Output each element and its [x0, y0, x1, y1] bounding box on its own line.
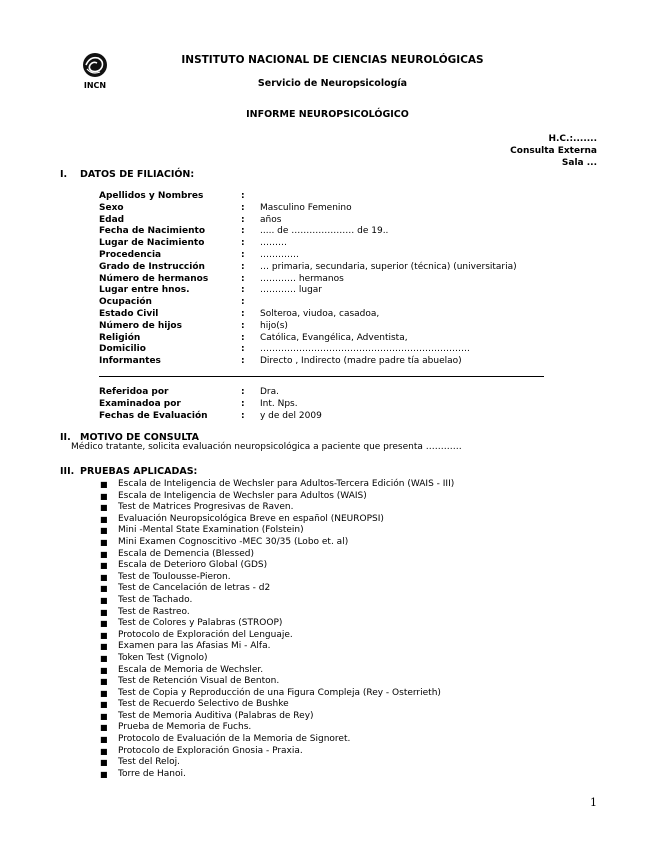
field-row: Grado de Instrucción : … primaria, secundaria, superior (técnica) (universitaria) — [99, 261, 517, 272]
test-list-item — [100, 479, 454, 491]
test-name: Examen para las Afasias Mi - Alfa. — [118, 641, 271, 652]
field-value: Solteroa, viudoa, casadoa, — [260, 308, 380, 319]
bullet-icon: ■ — [100, 619, 108, 629]
field-row: Lugar de Nacimiento : ……… — [99, 238, 287, 249]
field-value: años — [260, 214, 282, 225]
field-value: Masculino Femenino — [260, 202, 352, 213]
field-label: Fecha de Nacimiento — [99, 226, 206, 237]
bullet-icon: ■ — [100, 514, 108, 524]
bullet-icon: ■ — [100, 537, 108, 547]
field-row: Sexo : Masculino Femenino — [99, 202, 352, 213]
bullet-icon: ■ — [100, 526, 108, 536]
test-list-item — [100, 630, 454, 642]
bullet-icon: ■ — [100, 595, 108, 605]
field-row: Fechas de Evaluación : y de del 2009 — [99, 410, 322, 421]
field-label: Domicilio — [99, 344, 146, 355]
sala-field: Sala ... — [561, 158, 597, 168]
bullet-icon: ■ — [100, 711, 108, 721]
field-row: Examinadoa por : Int. Nps. — [99, 398, 298, 409]
test-list-item — [100, 711, 454, 723]
field-label: Lugar de Nacimiento — [99, 238, 205, 249]
bullet-icon: ■ — [100, 700, 108, 710]
divider — [99, 376, 544, 377]
bullet-icon: ■ — [100, 758, 108, 768]
field-value: …………. — [260, 249, 299, 260]
consulta-field: Consulta Externa — [510, 146, 597, 156]
field-label: Examinadoa por — [99, 398, 181, 409]
field-row: Procedencia : …………. — [99, 249, 299, 260]
field-label: Sexo — [99, 202, 124, 213]
field-row: Apellidos y Nombres : — [99, 191, 245, 201]
bullet-icon: ■ — [100, 665, 108, 675]
field-row: Estado Civil : Solteroa, viudoa, casadoa, — [99, 308, 380, 319]
test-name: Escala de Memoria de Wechsler. — [118, 664, 264, 675]
field-label: Número de hijos — [99, 320, 182, 331]
field-value: ……………………………………………………………. — [260, 344, 470, 355]
filiation-fields — [99, 191, 517, 368]
section-3-heading — [60, 466, 197, 477]
bullet-icon: ■ — [100, 735, 108, 745]
hc-field: H.C.:....... — [548, 134, 597, 144]
field-row: Edad : años — [99, 214, 282, 225]
field-value: ……… — [260, 238, 287, 249]
bullet-icon: ■ — [100, 607, 108, 617]
test-name: Test de Retención Visual de Benton. — [118, 676, 280, 687]
test-list-item — [100, 502, 454, 514]
field-label: Grado de Instrucción — [99, 261, 205, 272]
test-name: Escala de Demencia (Blessed) — [118, 548, 254, 559]
test-list-item — [100, 583, 454, 595]
field-label: Apellidos y Nombres — [99, 191, 204, 201]
field-label: Ocupación — [99, 297, 152, 308]
test-name: Test de Cancelación de letras - d2 — [118, 583, 271, 594]
bullet-icon: ■ — [100, 723, 108, 733]
bullet-icon: ■ — [100, 630, 108, 640]
test-list-item — [100, 746, 454, 758]
bullet-icon: ■ — [100, 642, 108, 652]
tests-list — [100, 479, 454, 780]
test-name: Token Test (Vignolo) — [118, 652, 208, 663]
test-name: Protocolo de Exploración del Lenguaje. — [118, 629, 293, 640]
bullet-icon: ■ — [100, 503, 108, 513]
test-name: Protocolo de Evaluación de la Memoria de Signoret. — [118, 734, 351, 745]
test-list-item — [100, 653, 454, 665]
bullet-icon: ■ — [100, 480, 108, 489]
bullet-icon: ■ — [100, 653, 108, 663]
test-name: Mini -Mental State Examination (Folstein) — [118, 525, 304, 536]
field-value: y de del 2009 — [260, 410, 322, 421]
test-name: Test de Matrices Progresivas de Raven. — [118, 502, 294, 513]
section-2-number: II. — [60, 432, 71, 443]
field-label: Estado Civil — [99, 308, 159, 319]
field-label: Procedencia — [99, 249, 162, 260]
field-row: Fecha de Nacimiento : ..... de ………………… de 19.. — [99, 226, 389, 237]
test-name: Escala de Inteligencia de Wechsler para Adultos (WAIS) — [118, 490, 367, 501]
bullet-icon: ■ — [100, 491, 108, 501]
test-name: Test de Toulousse-Pieron. — [118, 571, 231, 582]
test-list-item — [100, 525, 454, 537]
section-2-title: MOTIVO DE CONSULTA — [80, 432, 199, 443]
field-label: Referidoa por — [99, 387, 169, 397]
field-label: Informantes — [99, 356, 161, 367]
service-name: Servicio de Neuropsicología — [257, 78, 408, 89]
test-name: Prueba de Memoria de Fuchs. — [118, 722, 252, 733]
test-name: Test de Colores y Palabras (STROOP) — [118, 618, 283, 629]
field-value: ..... de ………………… de 19.. — [260, 226, 389, 237]
field-row: Número de hijos : hijo(s) — [99, 320, 288, 331]
field-label: Edad — [99, 214, 125, 225]
test-list-item — [100, 676, 454, 688]
test-list-item — [100, 757, 454, 769]
test-name: Escala de Inteligencia de Wechsler para Adultos-Tercera Edición (WAIS - III) — [118, 479, 455, 489]
test-name: Test de Memoria Auditiva (Palabras de Rey) — [118, 710, 314, 721]
section-1-title: DATOS DE FILIACIÓN: — [80, 169, 195, 180]
field-row: Número de hermanos : ………… hermanos — [99, 273, 344, 284]
field-row: Religión : Católica, Evangélica, Adventista, — [99, 332, 408, 343]
test-list-item — [100, 769, 454, 781]
test-name: Test de Recuerdo Selectivo de Bushke — [118, 699, 289, 710]
bullet-icon: ■ — [100, 746, 108, 756]
field-row: Informantes : Directo , Indirecto (madre padre tía abuelao) — [99, 356, 462, 367]
test-name: Test de Tachado. — [118, 594, 193, 605]
test-list-item — [100, 688, 454, 700]
test-list-item — [100, 665, 454, 677]
field-value: ………… lugar — [260, 285, 322, 296]
test-name: Protocolo de Exploración Gnosia - Praxia. — [118, 745, 303, 756]
test-name: Mini Examen Cognoscitivo -MEC 30/35 (Lobo et. al) — [118, 536, 349, 547]
test-list-item — [100, 734, 454, 746]
field-value: ………… hermanos — [260, 273, 344, 284]
field-row: Ocupación : — [99, 297, 245, 308]
test-list-item — [100, 699, 454, 711]
test-list-item — [100, 607, 454, 619]
section-3-title: PRUEBAS APLICADAS: — [80, 466, 198, 477]
field-row: Domicilio : ……………………………………………………………. — [99, 344, 470, 355]
field-value: hijo(s) — [260, 320, 288, 331]
bullet-icon: ■ — [100, 677, 108, 687]
field-label: Fechas de Evaluación — [99, 410, 208, 421]
page-title: INFORME NEUROPSICOLÓGICO — [246, 109, 409, 120]
test-list-item — [100, 514, 454, 526]
test-name: Test de Rastreo. — [118, 606, 190, 617]
section-3-number: III. — [60, 466, 75, 477]
test-list-item — [100, 549, 454, 561]
test-list-item — [100, 618, 454, 630]
field-value: Católica, Evangélica, Adventista, — [260, 332, 408, 343]
field-label: Religión — [99, 332, 141, 343]
field-label: Lugar entre hnos. — [99, 285, 190, 296]
section-1-heading — [60, 169, 194, 180]
bullet-icon: ■ — [100, 572, 108, 582]
test-list-item — [100, 641, 454, 653]
field-value: Dra. — [260, 387, 280, 397]
test-list-item — [100, 595, 454, 607]
bullet-icon: ■ — [100, 549, 108, 559]
bullet-icon: ■ — [100, 688, 108, 698]
field-label: Número de hermanos — [99, 273, 209, 284]
field-row: Referidoa por : Dra. — [99, 387, 280, 397]
page-number: 1 — [590, 796, 597, 809]
test-name: Test de Copia y Reproducción de una Figura Compleja (Rey - Osterrieth) — [118, 687, 441, 698]
test-list-item — [100, 572, 454, 584]
motivo-text: Médico tratante, solicita evaluación neuropsicológica a paciente que presenta ………… — [71, 442, 462, 452]
field-value: Directo , Indirecto (madre padre tía abuelao) — [260, 356, 462, 367]
test-name: Test del Reloj. — [118, 757, 180, 768]
test-list-item — [100, 491, 454, 503]
test-name: Escala de Deterioro Global (GDS) — [118, 560, 268, 571]
evaluation-fields — [99, 387, 322, 422]
bullet-icon: ■ — [100, 769, 108, 779]
test-name: Evaluación Neuropsicológica Breve en español (NEUROPSI) — [118, 513, 384, 524]
field-value: Int. Nps. — [260, 398, 298, 409]
test-list-item — [100, 722, 454, 734]
field-value: … primaria, secundaria, superior (técnica) (universitaria) — [260, 261, 517, 272]
bullet-icon: ■ — [100, 561, 108, 571]
test-list-item — [100, 537, 454, 549]
section-1-number: I. — [60, 169, 68, 180]
test-list-item — [100, 560, 454, 572]
logo-text: INCN — [83, 81, 107, 90]
institution-name: INSTITUTO NACIONAL DE CIENCIAS NEUROLÓGICAS — [181, 54, 484, 66]
field-row: Lugar entre hnos. : ………… lugar — [99, 285, 322, 296]
test-name: Torre de Hanoi. — [118, 768, 186, 779]
bullet-icon: ■ — [100, 584, 108, 594]
